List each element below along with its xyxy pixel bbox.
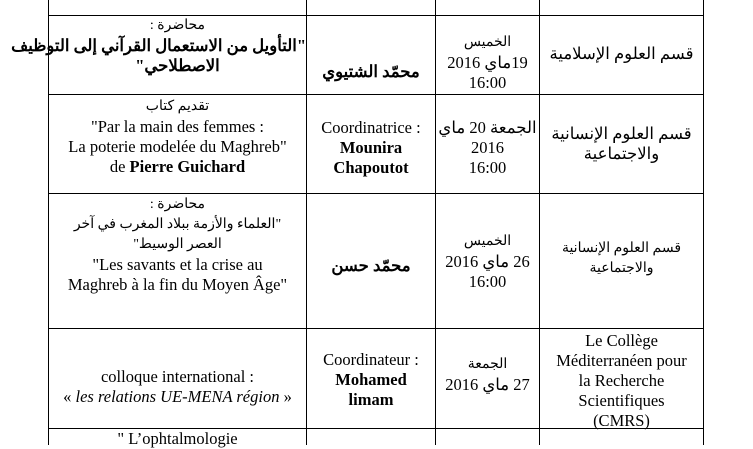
- table-cell-dept: [540, 239, 703, 279]
- cell-line: 27 ماي 2016: [445, 375, 530, 394]
- table-cell-date: [436, 355, 539, 395]
- cell-line: قسم العلوم الإنسانية: [561, 241, 682, 256]
- cell-line: Méditerranéen pour: [556, 351, 687, 370]
- table-cell-date: [436, 232, 539, 292]
- cell-line: [49, 387, 306, 407]
- cell-line: colloque international :: [100, 367, 255, 386]
- cell-line: 16:00: [468, 73, 507, 92]
- table-cell-speaker: [307, 256, 435, 276]
- cell-line: الجمعة: [467, 357, 508, 372]
- cell-line: [49, 157, 306, 177]
- table-cell-date: [436, 118, 539, 178]
- colloquium-title: les relations UE-MENA région: [75, 387, 280, 406]
- cell-line: محاضرة :: [149, 18, 206, 33]
- cell-line: محمّد الشتيوي: [322, 62, 420, 81]
- cell-line: (CMRS): [593, 411, 650, 430]
- cell-line: Coordinateur :: [323, 350, 419, 369]
- table-border-right: [703, 0, 704, 445]
- cell-line: limam: [348, 390, 394, 409]
- row-divider: [48, 328, 704, 329]
- text-de: de: [109, 157, 130, 176]
- cell-line: la Recherche: [578, 371, 665, 390]
- table-cell-date: [436, 33, 539, 93]
- cell-line: Chapoutot: [333, 158, 409, 177]
- cell-line: Le Collège: [585, 331, 658, 350]
- cell-line: الخميس: [463, 35, 512, 50]
- cell-line: "Par la main des femmes :: [90, 117, 265, 136]
- cell-line: قسم العلوم الإنسانية: [551, 124, 692, 143]
- row-divider: [48, 193, 704, 194]
- cell-line: الجمعة 20 ماي: [438, 118, 537, 137]
- table-cell-event: [49, 367, 306, 407]
- author-name: Pierre Guichard: [129, 157, 246, 176]
- quote-open: «: [63, 387, 76, 406]
- cell-line: Maghreb à la fin du Moyen Âge": [67, 275, 288, 294]
- table-cell-event: [49, 97, 306, 177]
- cell-line: 2016: [471, 138, 504, 157]
- cell-line: 16:00: [468, 158, 507, 177]
- table-cell-speaker: [307, 118, 435, 178]
- cell-line: La poterie modelée du Maghreb": [68, 137, 287, 156]
- cell-line: الخميس: [463, 234, 512, 249]
- cell-line: تقديم كتاب: [145, 99, 210, 114]
- cell-line: والاجتماعية: [583, 144, 660, 163]
- cell-line: محاضرة :: [149, 197, 206, 212]
- cell-line: Mounira: [339, 138, 403, 157]
- cell-line: "التأويل من الاستعمال القرآني إلى التوظيف: [11, 36, 306, 55]
- table-cell-speaker: [307, 350, 435, 410]
- cell-line: العصر الوسيط": [133, 237, 222, 252]
- cell-line: " L’ophtalmologie: [117, 429, 238, 448]
- table-cell-event: [11, 16, 306, 76]
- cell-line: محمّد حسن: [331, 256, 411, 275]
- table-cell-dept: [540, 44, 703, 64]
- row-divider: [48, 94, 704, 95]
- cell-line: Mohamed: [335, 370, 407, 389]
- table-cell-event: [49, 429, 306, 449]
- table-cell-dept: [540, 124, 703, 164]
- cell-line: 19ماي 2016: [447, 53, 528, 72]
- cell-line: "العلماء والأزمة ببلاد المغرب في آخر: [73, 217, 282, 232]
- cell-line: قسم العلوم الإسلامية: [549, 44, 694, 63]
- table-cell-speaker: [307, 62, 435, 82]
- table-cell-dept: [540, 331, 703, 431]
- cell-line: 16:00: [468, 272, 507, 291]
- quote-close: »: [279, 387, 292, 406]
- cell-line: 26 ماي 2016: [445, 252, 530, 271]
- table-cell-event: [49, 195, 306, 295]
- cell-line: Coordinatrice :: [321, 118, 421, 137]
- cell-line: الاصطلاحي": [135, 56, 220, 75]
- cell-line: والاجتماعية: [589, 261, 654, 276]
- cell-line: "Les savants et la crise au: [92, 255, 263, 274]
- cell-line: Scientifiques: [578, 391, 665, 410]
